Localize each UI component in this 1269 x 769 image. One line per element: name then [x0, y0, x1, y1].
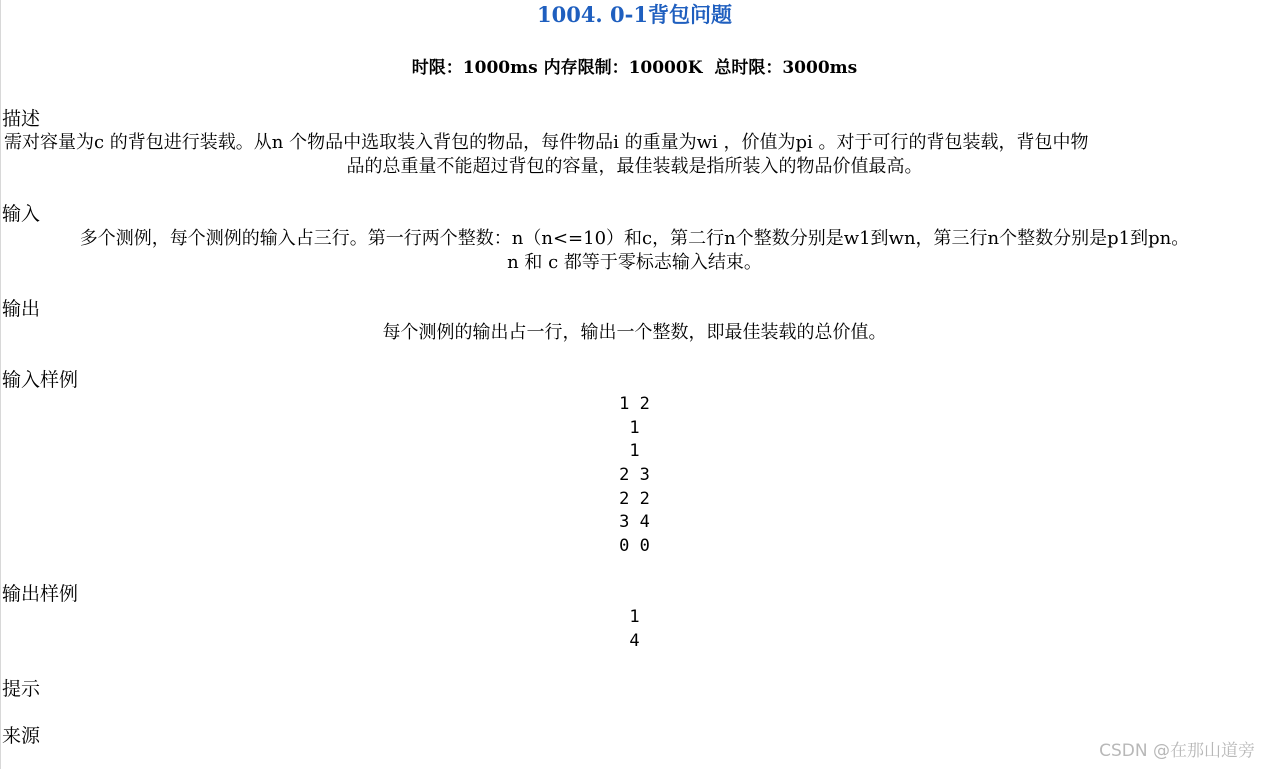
- problem-title: 1004. 0-1背包问题: [536, 2, 732, 27]
- sample-output-line: 1: [629, 607, 640, 627]
- sample-input-line: 2 3: [619, 465, 650, 486]
- sample-input-line: 1 2: [619, 394, 650, 414]
- description-line: 品的总重量不能超过背包的容量，最佳装载是指所装入的物品价值最高。: [346, 156, 923, 177]
- hint-heading: 提示: [2, 678, 41, 700]
- sample-output-heading: 输出样例: [2, 583, 79, 605]
- output-text: [0, 321, 1269, 345]
- output-line: 每个测例的输出占一行，输出一个整数，即最佳装载的总价值。: [382, 322, 887, 343]
- sample-input-heading: 输入样例: [2, 369, 79, 391]
- description-line: 需对容量为c 的背包进行装载。从n 个物品中选取装入背包的物品，每件物品i 的重量为wi ，价值为pi 。对于可行的背包装载，背包中物: [4, 132, 1089, 153]
- sample-input-line: 0 0: [619, 536, 650, 557]
- input-line: n 和 c 都等于零标志输入结束。: [507, 252, 762, 273]
- sample-input-line: 3 4: [619, 512, 650, 533]
- description-heading: 描述: [2, 108, 41, 130]
- sample-input-line: 2 2: [619, 488, 650, 509]
- input-line: 多个测例，每个测例的输入占三行。第一行两个整数：n（n<=10）和c，第二行n个整数分别是w1到wn，第三行n个整数分别是p1到pn。: [79, 228, 1190, 249]
- description-text: [0, 131, 1269, 179]
- sample-input-line: 1: [629, 441, 640, 462]
- sample-input-block: [0, 393, 1269, 559]
- sample-output-line: 4: [629, 630, 640, 651]
- source-heading: 来源: [2, 725, 41, 747]
- input-text: [0, 227, 1269, 275]
- time-memory-limits: 时限：1000ms 内存限制：10000K 总时限：3000ms: [411, 58, 858, 78]
- left-border: [0, 0, 1, 769]
- sample-output-block: [0, 606, 1269, 653]
- output-heading: 输出: [2, 298, 41, 320]
- input-heading: 输入: [2, 203, 41, 225]
- sample-input-line: 1: [629, 417, 640, 438]
- csdn-watermark: CSDN @在那山道旁: [1099, 741, 1255, 761]
